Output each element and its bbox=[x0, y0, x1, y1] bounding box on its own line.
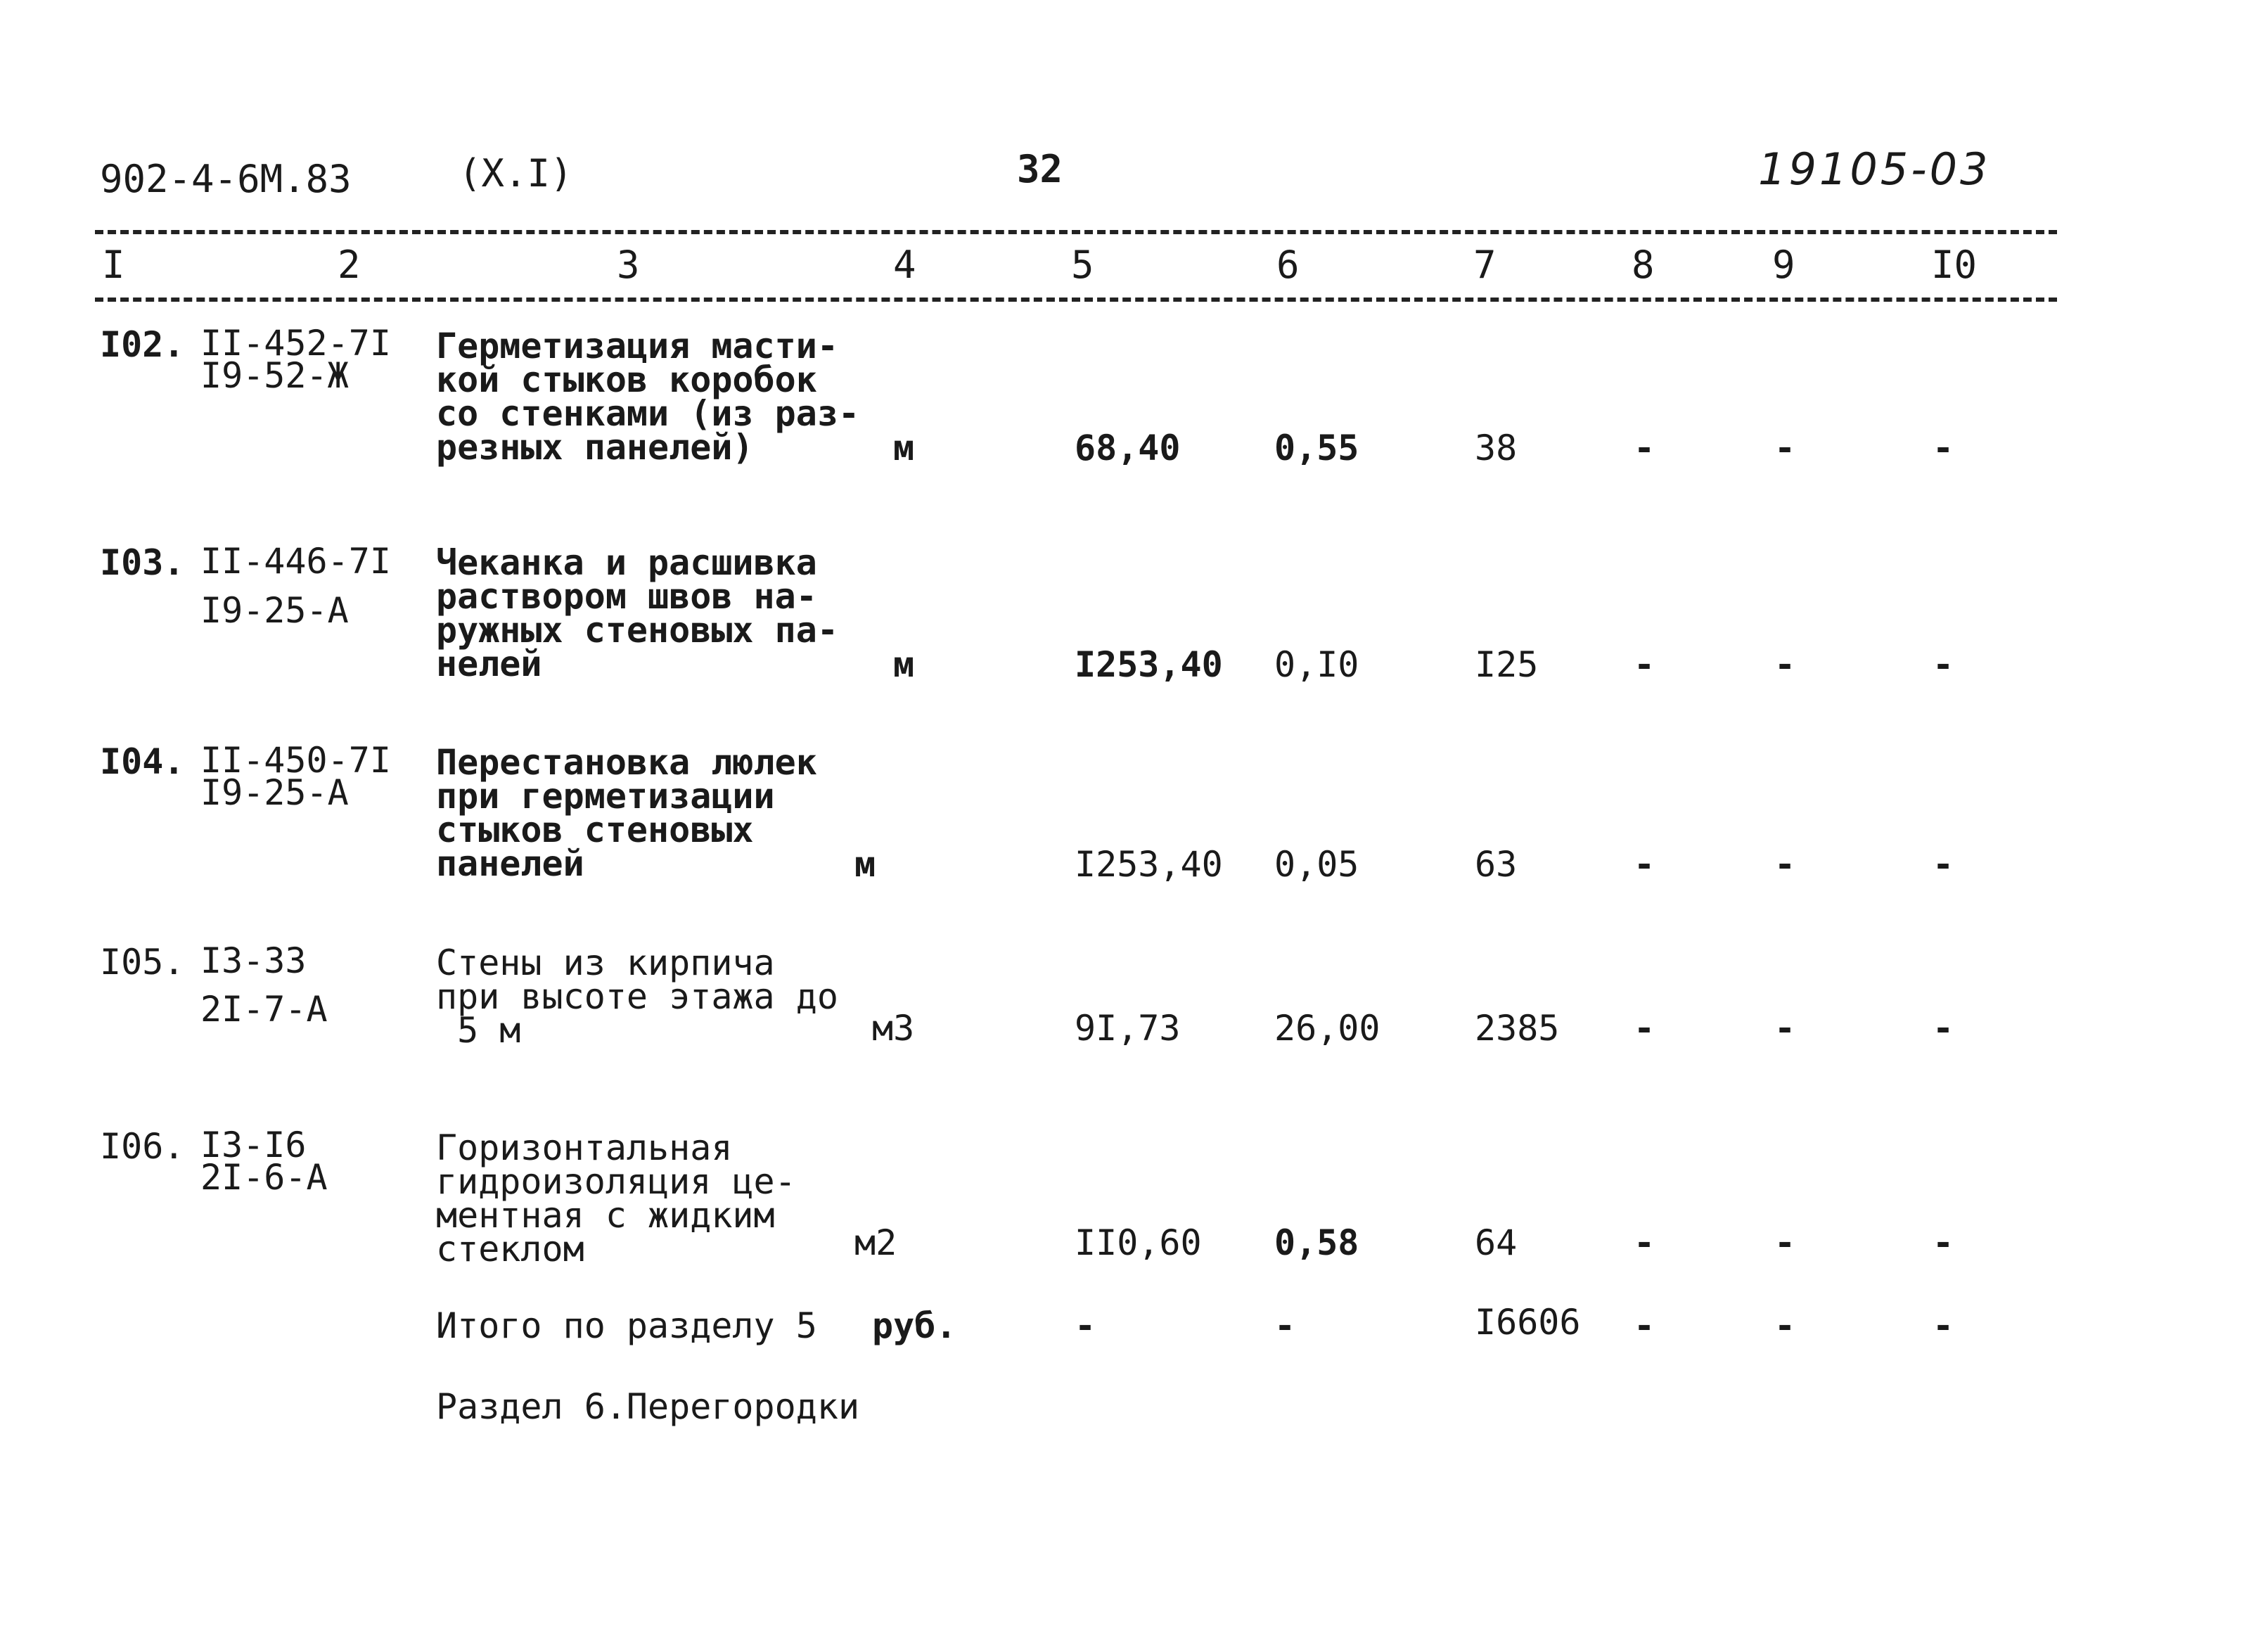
column-header: 8 bbox=[1632, 243, 1655, 287]
unit-price: 0,05 bbox=[1274, 844, 1359, 885]
quantity: 9I,73 bbox=[1075, 1008, 1181, 1049]
work-description-line: со стенками (из раз- bbox=[436, 393, 860, 434]
work-description-line: гидроизоляция це- bbox=[436, 1161, 796, 1202]
row-number: I03. bbox=[100, 542, 185, 583]
norm-code: I9-25-А bbox=[200, 590, 349, 631]
cell-col8: - bbox=[1634, 428, 1655, 468]
total-cost: 38 bbox=[1475, 428, 1518, 468]
work-description-line: Стены из кирпича bbox=[436, 942, 775, 983]
total-cost: 64 bbox=[1475, 1222, 1518, 1263]
column-header: 4 bbox=[893, 243, 916, 287]
summary-col8: - bbox=[1634, 1305, 1655, 1346]
summary-price: - bbox=[1274, 1305, 1296, 1346]
norm-code: I9-52-Ж bbox=[200, 355, 349, 396]
cell-col9: - bbox=[1774, 644, 1796, 685]
quantity: 68,40 bbox=[1075, 428, 1181, 468]
unit-price: 0,I0 bbox=[1274, 644, 1359, 685]
section-heading: Раздел 6.Перегородки bbox=[436, 1386, 860, 1427]
work-description-line: Перестановка люлек bbox=[436, 742, 817, 783]
total-cost: I25 bbox=[1475, 644, 1539, 685]
work-description-line: Горизонтальная bbox=[436, 1127, 733, 1168]
cell-col8: - bbox=[1634, 644, 1655, 685]
summary-label: Итого по разделу 5 bbox=[436, 1305, 817, 1346]
unit-price: 0,55 bbox=[1274, 428, 1359, 468]
cell-col8: - bbox=[1634, 1222, 1655, 1263]
column-header: 6 bbox=[1276, 243, 1300, 287]
cell-col9: - bbox=[1774, 844, 1796, 885]
summary-total: I6606 bbox=[1475, 1302, 1581, 1343]
work-description-line: при герметизации bbox=[436, 776, 775, 817]
work-description-line: раствором швов на- bbox=[436, 576, 817, 617]
page-number: 32 bbox=[1017, 147, 1063, 191]
column-header: 5 bbox=[1071, 243, 1094, 287]
quantity: II0,60 bbox=[1075, 1222, 1202, 1263]
row-number: I06. bbox=[100, 1126, 185, 1167]
unit: м bbox=[854, 844, 876, 885]
header-top-rule bbox=[95, 230, 2057, 234]
column-header: I0 bbox=[1931, 243, 1978, 287]
unit-price: 0,58 bbox=[1274, 1222, 1359, 1263]
work-description-line: ружных стеновых па- bbox=[436, 610, 838, 651]
cell-col10: - bbox=[1933, 1008, 1954, 1049]
header-bottom-rule bbox=[95, 298, 2057, 302]
column-header: 7 bbox=[1473, 243, 1497, 287]
unit: м bbox=[893, 644, 915, 685]
unit: м bbox=[893, 428, 915, 468]
column-header: 3 bbox=[617, 243, 640, 287]
quantity: I253,40 bbox=[1075, 844, 1223, 885]
cell-col9: - bbox=[1774, 1008, 1796, 1049]
total-cost: 2385 bbox=[1475, 1008, 1560, 1049]
norm-code: I9-25-А bbox=[200, 772, 349, 813]
section-mark: (X.I) bbox=[459, 151, 573, 196]
quantity: I253,40 bbox=[1075, 644, 1223, 685]
column-header: 9 bbox=[1772, 243, 1795, 287]
cell-col10: - bbox=[1933, 1222, 1954, 1263]
row-number: I04. bbox=[100, 741, 185, 782]
summary-col9: - bbox=[1774, 1305, 1796, 1346]
cell-col10: - bbox=[1933, 644, 1954, 685]
work-description-line: кой стыков коробок bbox=[436, 359, 817, 400]
unit: м2 bbox=[854, 1222, 897, 1263]
row-number: I02. bbox=[100, 324, 185, 365]
work-description-line: Чеканка и расшивка bbox=[436, 542, 817, 583]
total-cost: 63 bbox=[1475, 844, 1518, 885]
column-header: 2 bbox=[338, 243, 361, 287]
cell-col8: - bbox=[1634, 844, 1655, 885]
archive-stamp: 19105-03 bbox=[1758, 143, 1991, 195]
work-description-line: стыков стеновых bbox=[436, 810, 754, 850]
row-number: I05. bbox=[100, 942, 185, 983]
work-description-line: нелей bbox=[436, 644, 542, 684]
work-description-line: панелей bbox=[436, 843, 584, 884]
unit-price: 26,00 bbox=[1274, 1008, 1380, 1049]
summary-quantity: - bbox=[1075, 1305, 1096, 1346]
summary-col10: - bbox=[1933, 1305, 1954, 1346]
column-header: I bbox=[102, 243, 125, 287]
document-code: 902-4-6М.83 bbox=[100, 157, 352, 201]
norm-code: I3-I6 bbox=[200, 1125, 307, 1165]
cell-col10: - bbox=[1933, 428, 1954, 468]
unit: м3 bbox=[872, 1008, 915, 1049]
norm-code: II-446-7I bbox=[200, 541, 391, 582]
cell-col8: - bbox=[1634, 1008, 1655, 1049]
norm-code: 2I-6-А bbox=[200, 1157, 328, 1198]
cell-col9: - bbox=[1774, 428, 1796, 468]
work-description-line: 5 м bbox=[436, 1010, 521, 1051]
summary-unit: руб. bbox=[872, 1305, 957, 1346]
work-description-line: Герметизация масти- bbox=[436, 326, 838, 366]
norm-code: I3-33 bbox=[200, 940, 307, 981]
norm-code: II-452-7I bbox=[200, 323, 391, 364]
cell-col10: - bbox=[1933, 844, 1954, 885]
cell-col9: - bbox=[1774, 1222, 1796, 1263]
norm-code: 2I-7-А bbox=[200, 989, 328, 1030]
work-description-line: ментная с жидким bbox=[436, 1195, 775, 1236]
work-description-line: стеклом bbox=[436, 1229, 584, 1270]
work-description-line: при высоте этажа до bbox=[436, 976, 838, 1017]
work-description-line: резных панелей) bbox=[436, 427, 754, 468]
norm-code: II-450-7I bbox=[200, 740, 391, 781]
